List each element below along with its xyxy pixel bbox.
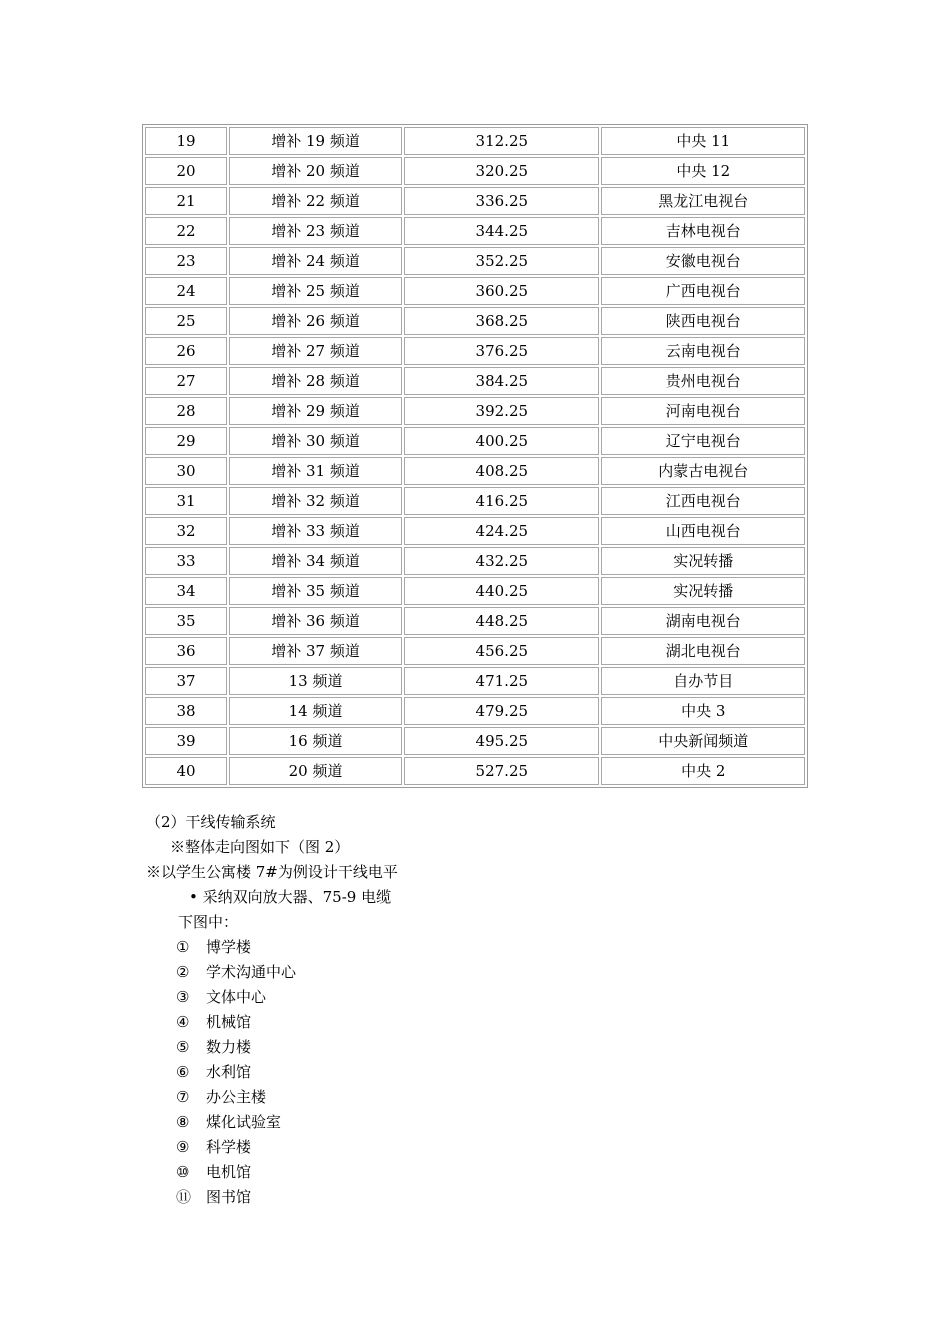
frequency-cell: 344.25 xyxy=(404,217,599,245)
frequency-cell: 352.25 xyxy=(404,247,599,275)
list-item-number: ⑪ xyxy=(176,1188,192,1206)
station-cell: 云南电视台 xyxy=(601,337,805,365)
station-cell: 安徽电视台 xyxy=(601,247,805,275)
channel-number-cell: 40 xyxy=(145,757,227,785)
channel-number-cell: 39 xyxy=(145,727,227,755)
channel-name-cell: 增补 20 频道 xyxy=(229,157,402,185)
frequency-cell: 448.25 xyxy=(404,607,599,635)
list-item xyxy=(176,1060,251,1085)
channel-name-cell: 增补 26 频道 xyxy=(229,307,402,335)
overall-direction-note: ※整体走向图如下（图 2） xyxy=(170,838,350,856)
list-item-number: ⑥ xyxy=(176,1063,190,1081)
channel-number-cell: 29 xyxy=(145,427,227,455)
table-row xyxy=(145,157,805,185)
section-heading: （2）干线传输系统 xyxy=(146,813,276,831)
table-row xyxy=(145,337,805,365)
channel-name-cell: 16 频道 xyxy=(229,727,402,755)
station-cell: 湖南电视台 xyxy=(601,607,805,635)
example-design-note: ※以学生公寓楼 7#为例设计干线电平 xyxy=(146,863,398,881)
station-cell: 中央 12 xyxy=(601,157,805,185)
station-cell: 中央 2 xyxy=(601,757,805,785)
station-cell: 黑龙江电视台 xyxy=(601,187,805,215)
frequency-cell: 495.25 xyxy=(404,727,599,755)
table-row xyxy=(145,367,805,395)
channel-number-cell: 21 xyxy=(145,187,227,215)
list-item-label: 图书馆 xyxy=(206,1188,252,1206)
frequency-cell: 312.25 xyxy=(404,127,599,155)
list-item-number: ③ xyxy=(176,988,190,1006)
channel-number-cell: 22 xyxy=(145,217,227,245)
channel-number-cell: 36 xyxy=(145,637,227,665)
table-row xyxy=(145,577,805,605)
table-row xyxy=(145,757,805,785)
list-item xyxy=(176,1135,251,1160)
list-item-number: ⑦ xyxy=(176,1088,190,1106)
channel-number-cell: 38 xyxy=(145,697,227,725)
channel-name-cell: 增补 23 频道 xyxy=(229,217,402,245)
table-row xyxy=(145,217,805,245)
station-cell: 陕西电视台 xyxy=(601,307,805,335)
station-cell: 山西电视台 xyxy=(601,517,805,545)
table-row xyxy=(145,187,805,215)
channel-table-body xyxy=(145,127,805,785)
frequency-cell: 384.25 xyxy=(404,367,599,395)
table-row xyxy=(145,247,805,275)
table-row xyxy=(145,517,805,545)
channel-name-cell: 增补 30 频道 xyxy=(229,427,402,455)
channel-number-cell: 33 xyxy=(145,547,227,575)
frequency-cell: 527.25 xyxy=(404,757,599,785)
station-cell: 河南电视台 xyxy=(601,397,805,425)
list-item xyxy=(176,1110,281,1135)
channel-name-cell: 13 频道 xyxy=(229,667,402,695)
channel-number-cell: 23 xyxy=(145,247,227,275)
channel-name-cell: 20 频道 xyxy=(229,757,402,785)
frequency-cell: 336.25 xyxy=(404,187,599,215)
list-item-label: 煤化试验室 xyxy=(206,1113,282,1131)
channel-number-cell: 35 xyxy=(145,607,227,635)
frequency-cell: 456.25 xyxy=(404,637,599,665)
channel-number-cell: 31 xyxy=(145,487,227,515)
station-cell: 中央新闻频道 xyxy=(601,727,805,755)
channel-number-cell: 28 xyxy=(145,397,227,425)
channel-name-cell: 14 频道 xyxy=(229,697,402,725)
frequency-cell: 376.25 xyxy=(404,337,599,365)
list-item-number: ④ xyxy=(176,1013,190,1031)
list-item xyxy=(176,1085,266,1110)
table-row xyxy=(145,607,805,635)
station-cell: 中央 11 xyxy=(601,127,805,155)
channel-number-cell: 32 xyxy=(145,517,227,545)
station-cell: 广西电视台 xyxy=(601,277,805,305)
frequency-cell: 392.25 xyxy=(404,397,599,425)
frequency-cell: 440.25 xyxy=(404,577,599,605)
table-row xyxy=(145,487,805,515)
table-row xyxy=(145,307,805,335)
list-item-number: ① xyxy=(176,938,190,956)
station-cell: 吉林电视台 xyxy=(601,217,805,245)
list-item-label: 科学楼 xyxy=(206,1138,252,1156)
table-row xyxy=(145,457,805,485)
channel-name-cell: 增补 24 频道 xyxy=(229,247,402,275)
list-item xyxy=(176,960,296,985)
station-cell: 中央 3 xyxy=(601,697,805,725)
frequency-cell: 424.25 xyxy=(404,517,599,545)
list-item-number: ⑤ xyxy=(176,1038,190,1056)
station-cell: 贵州电视台 xyxy=(601,367,805,395)
station-cell: 江西电视台 xyxy=(601,487,805,515)
channel-name-cell: 增补 28 频道 xyxy=(229,367,402,395)
frequency-cell: 432.25 xyxy=(404,547,599,575)
list-item-label: 办公主楼 xyxy=(206,1088,267,1106)
list-item-number: ② xyxy=(176,963,190,981)
station-cell: 辽宁电视台 xyxy=(601,427,805,455)
channel-name-cell: 增补 27 频道 xyxy=(229,337,402,365)
frequency-cell: 360.25 xyxy=(404,277,599,305)
channel-name-cell: 增补 31 频道 xyxy=(229,457,402,485)
channel-number-cell: 26 xyxy=(145,337,227,365)
list-item xyxy=(176,1010,251,1035)
channel-number-cell: 19 xyxy=(145,127,227,155)
station-cell: 自办节目 xyxy=(601,667,805,695)
list-item-number: ⑨ xyxy=(176,1138,190,1156)
list-item xyxy=(176,1160,251,1185)
frequency-cell: 479.25 xyxy=(404,697,599,725)
frequency-cell: 368.25 xyxy=(404,307,599,335)
list-item-label: 水利馆 xyxy=(206,1063,252,1081)
list-item-label: 文体中心 xyxy=(206,988,267,1006)
channel-name-cell: 增补 32 频道 xyxy=(229,487,402,515)
list-intro: 下图中： xyxy=(178,913,239,931)
list-item xyxy=(176,1035,251,1060)
table-row xyxy=(145,427,805,455)
channel-number-cell: 25 xyxy=(145,307,227,335)
station-cell: 实况转播 xyxy=(601,577,805,605)
station-cell: 实况转播 xyxy=(601,547,805,575)
channel-number-cell: 24 xyxy=(145,277,227,305)
channel-name-cell: 增补 19 频道 xyxy=(229,127,402,155)
list-item-label: 数力楼 xyxy=(206,1038,252,1056)
list-item-label: 学术沟通中心 xyxy=(206,963,297,981)
list-item-number: ⑩ xyxy=(176,1163,190,1181)
channel-name-cell: 增补 33 频道 xyxy=(229,517,402,545)
frequency-cell: 320.25 xyxy=(404,157,599,185)
channel-number-cell: 34 xyxy=(145,577,227,605)
list-item-label: 机械馆 xyxy=(206,1013,252,1031)
station-cell: 内蒙古电视台 xyxy=(601,457,805,485)
channel-number-cell: 20 xyxy=(145,157,227,185)
channel-name-cell: 增补 35 频道 xyxy=(229,577,402,605)
frequency-cell: 416.25 xyxy=(404,487,599,515)
channel-name-cell: 增补 22 频道 xyxy=(229,187,402,215)
list-item-label: 电机馆 xyxy=(206,1163,252,1181)
list-item xyxy=(176,1185,251,1210)
table-row xyxy=(145,547,805,575)
channel-name-cell: 增补 37 频道 xyxy=(229,637,402,665)
frequency-cell: 400.25 xyxy=(404,427,599,455)
list-item-number: ⑧ xyxy=(176,1113,190,1131)
table-row xyxy=(145,727,805,755)
channel-number-cell: 30 xyxy=(145,457,227,485)
channel-name-cell: 增补 36 频道 xyxy=(229,607,402,635)
table-row xyxy=(145,127,805,155)
channel-table xyxy=(142,124,808,788)
frequency-cell: 471.25 xyxy=(404,667,599,695)
list-item-label: 博学楼 xyxy=(206,938,252,956)
table-row xyxy=(145,667,805,695)
frequency-cell: 408.25 xyxy=(404,457,599,485)
table-row xyxy=(145,697,805,725)
channel-number-cell: 27 xyxy=(145,367,227,395)
amplifier-cable-bullet: • 采纳双向放大器、75-9 电缆 xyxy=(189,888,392,906)
list-item xyxy=(176,985,266,1010)
channel-name-cell: 增补 25 频道 xyxy=(229,277,402,305)
table-row xyxy=(145,277,805,305)
station-cell: 湖北电视台 xyxy=(601,637,805,665)
list-item xyxy=(176,935,251,960)
channel-number-cell: 37 xyxy=(145,667,227,695)
table-row xyxy=(145,637,805,665)
channel-name-cell: 增补 29 频道 xyxy=(229,397,402,425)
table-row xyxy=(145,397,805,425)
channel-name-cell: 增补 34 频道 xyxy=(229,547,402,575)
